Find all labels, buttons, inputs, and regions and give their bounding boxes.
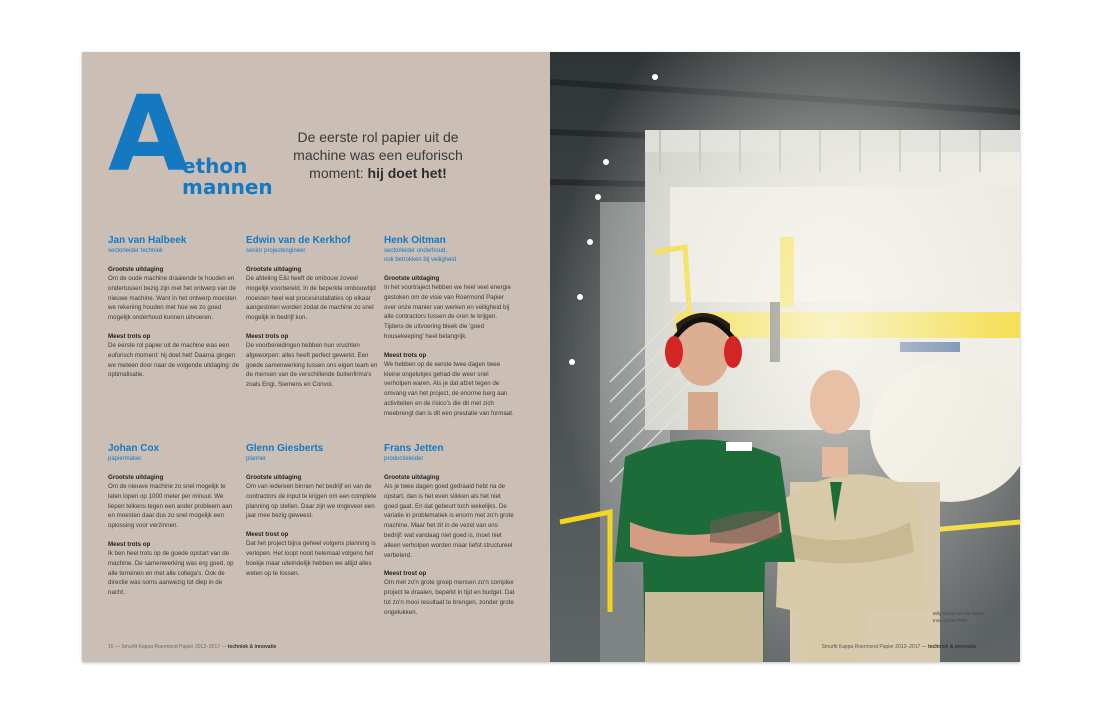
footer-right-section: techniek & innovatie <box>928 644 977 650</box>
profile-role-extra: ook betrokken bij veiligheid <box>384 257 457 263</box>
section-heading: Meest trots op <box>246 332 289 340</box>
section-heading: Meest trots op <box>108 540 151 548</box>
section-heading: Grootste uitdaging <box>108 266 164 273</box>
section-heading: Grootste uitdaging <box>108 474 164 481</box>
intro-bold: hij doet het! <box>367 165 447 181</box>
intro-text: De eerste rol papier uit de machine was een euforisch moment: <box>293 129 463 181</box>
profile-role: senior projectengineer <box>246 248 306 254</box>
section-text: Ik ben heel trots op de goede opstart van de machine. De samenwerking was erg goed, op alle terreinen en met alle collega's. Ook de directie was soms aanwezig tot diep in de nacht. <box>108 549 234 597</box>
profile-name: Henk Oitman <box>384 235 446 246</box>
section-text: In het voortraject hebben we heel veel energie gestoken om de visie van Roermond Papier over onze manier van werken en veiligheid bij alle contractors tussen de oren te krijgen. Tijdens de uitvoering bleek die 'goed housekeeping' heel belangrijk. <box>384 284 511 340</box>
section-text: De afdeling E&I heeft de ombouw zoveel mogelijk voorbereid. In de beperkte ombouwtijd moesten heel wat procesinstallaties op elkaar aangesloten worden zodat de machine zo snel mogelijk in bedrijf kon. <box>246 275 376 322</box>
profile-role: sectorleider techniek <box>108 248 164 254</box>
profile-role: papiermaker <box>108 456 142 462</box>
section-text: Om met zo'n grote groep mensen zo'n complex project te draaien, beperkt in tijd en budget. Dat tot zo'n mooi resultaat te brengen, zonder grote ongelukken. <box>384 579 515 616</box>
profile-role: planner <box>246 456 267 462</box>
profile-role: sectorleider onderhoud, <box>384 248 448 254</box>
section-text: We hebben op de eerste twee dagen twee kleine ongelukjes gehad die weer snel verholpen waren. Als je dat afzet tegen de omvang van het project, de enorme berg aan activiteiten en de risico's die dit met zich meebrengt dan is dit een prestatie van formaat. <box>384 360 514 417</box>
footer-right-text: Smurfit Kappa Roermond Papier 2012–2017 — <box>821 644 929 650</box>
profile-name: Frans Jetten <box>384 443 444 454</box>
right-page <box>550 52 1020 662</box>
section-text: De voorbereidingen hebben hun vruchten afgeworpen: alles heeft perfect gewerkt. Een goede samenwerking tussen ons eigen team en de mensen van de verschillende buitenfirma's zoals Engi, Siemens en Convoi. <box>246 341 378 389</box>
section-heading: Meest trost op <box>384 570 427 578</box>
profile-jan <box>108 235 240 380</box>
left-page <box>82 52 550 662</box>
section-heading: Meest trots op <box>108 332 151 340</box>
section-text: De eerste rol papier uit de machine was een euforisch moment: hij doet het! Daarna gingen we meteen door naar de volgende uitdaging: de optimalisatie. <box>108 341 240 379</box>
caption-line-2: trots op hun PM1 <box>933 618 968 623</box>
section-text: Om de nieuwe machine zo snel mogelijk te laten lopen op 1000 meter per minuut. We liepen telkens tegen een ander probleem aan en moesten daar dus zo snel mogelijk een oplossing voor verzinnen. <box>108 483 233 530</box>
profile-edwin <box>246 235 378 390</box>
section-text: Om de oude machine draaiende te houden en ondertussen bezig zijn met het ontwerp van de nieuwe machine. Want in het ontwerp moesten we rekening houden met hoe we zo goed mogelijk onderhoud kunnen uitvoeren. <box>108 275 237 322</box>
footer-left-section: techniek & innovatie <box>227 644 277 650</box>
factory-photo <box>550 52 1020 662</box>
section-text: Als je twee dagen goed gedraaid hebt na de opstart, dan is het even slikken als het niet goed gaat. En dat gebeurt toch wekelijks. De variatie in problematiek is enorm met zo'n grote machine. Maar het zit in de vezel van ons bedrijf: wat vandaag niet goed is, moet niet alleen verholpen worden maar liefst structureel verbeterd. <box>384 483 514 559</box>
profile-name: Jan van Halbeek <box>108 235 187 246</box>
page-title <box>182 156 273 198</box>
profile-role: productieleider <box>384 456 424 462</box>
section-heading: Grootste uitdaging <box>384 275 440 282</box>
section-heading: Grootste uitdaging <box>384 474 440 481</box>
section-heading: Meest trost op <box>246 531 289 539</box>
profile-henk <box>384 235 516 419</box>
profile-name: Edwin van de Kerkhof <box>246 235 351 246</box>
profile-frans <box>384 443 516 618</box>
footer-right-page: — 17 <box>976 644 990 650</box>
title-initial: A <box>108 73 187 195</box>
profile-name: Glenn Giesberts <box>246 443 324 454</box>
profile-glenn <box>246 443 378 578</box>
section-heading: Meest trots op <box>384 351 427 359</box>
title-line-2: mannen <box>182 175 273 199</box>
profile-name: Johan Cox <box>108 443 160 454</box>
photo-caption <box>933 610 1003 624</box>
footer-right <box>822 644 990 650</box>
section-heading: Grootste uitdaging <box>246 474 302 481</box>
title-line-1: ethon <box>182 154 248 178</box>
profile-johan <box>108 443 240 598</box>
footer-left <box>108 644 276 650</box>
caption-line-1: Billy Giesen en Jac Briels <box>933 611 984 616</box>
footer-left-text: 16 — Smurfit Kappa Roermond Papier 2012–2017 — <box>108 644 228 650</box>
section-heading: Grootste uitdaging <box>246 266 302 273</box>
magazine-spread <box>82 52 1020 662</box>
section-text: Om van iedereen binnen het bedrijf en van de contractors de input te krijgen om een complete planning op stellen. Daar zijn we ongeveer een jaar mee bezig geweest. <box>246 483 377 520</box>
intro-quote <box>288 128 468 182</box>
section-text: Dat het project bijna geheel volgens planning is verlopen. Het loopt nooit helemaal volgens het boekje maar uiteindelijk hebben we altijd alles weten op te lossen. <box>246 540 376 577</box>
